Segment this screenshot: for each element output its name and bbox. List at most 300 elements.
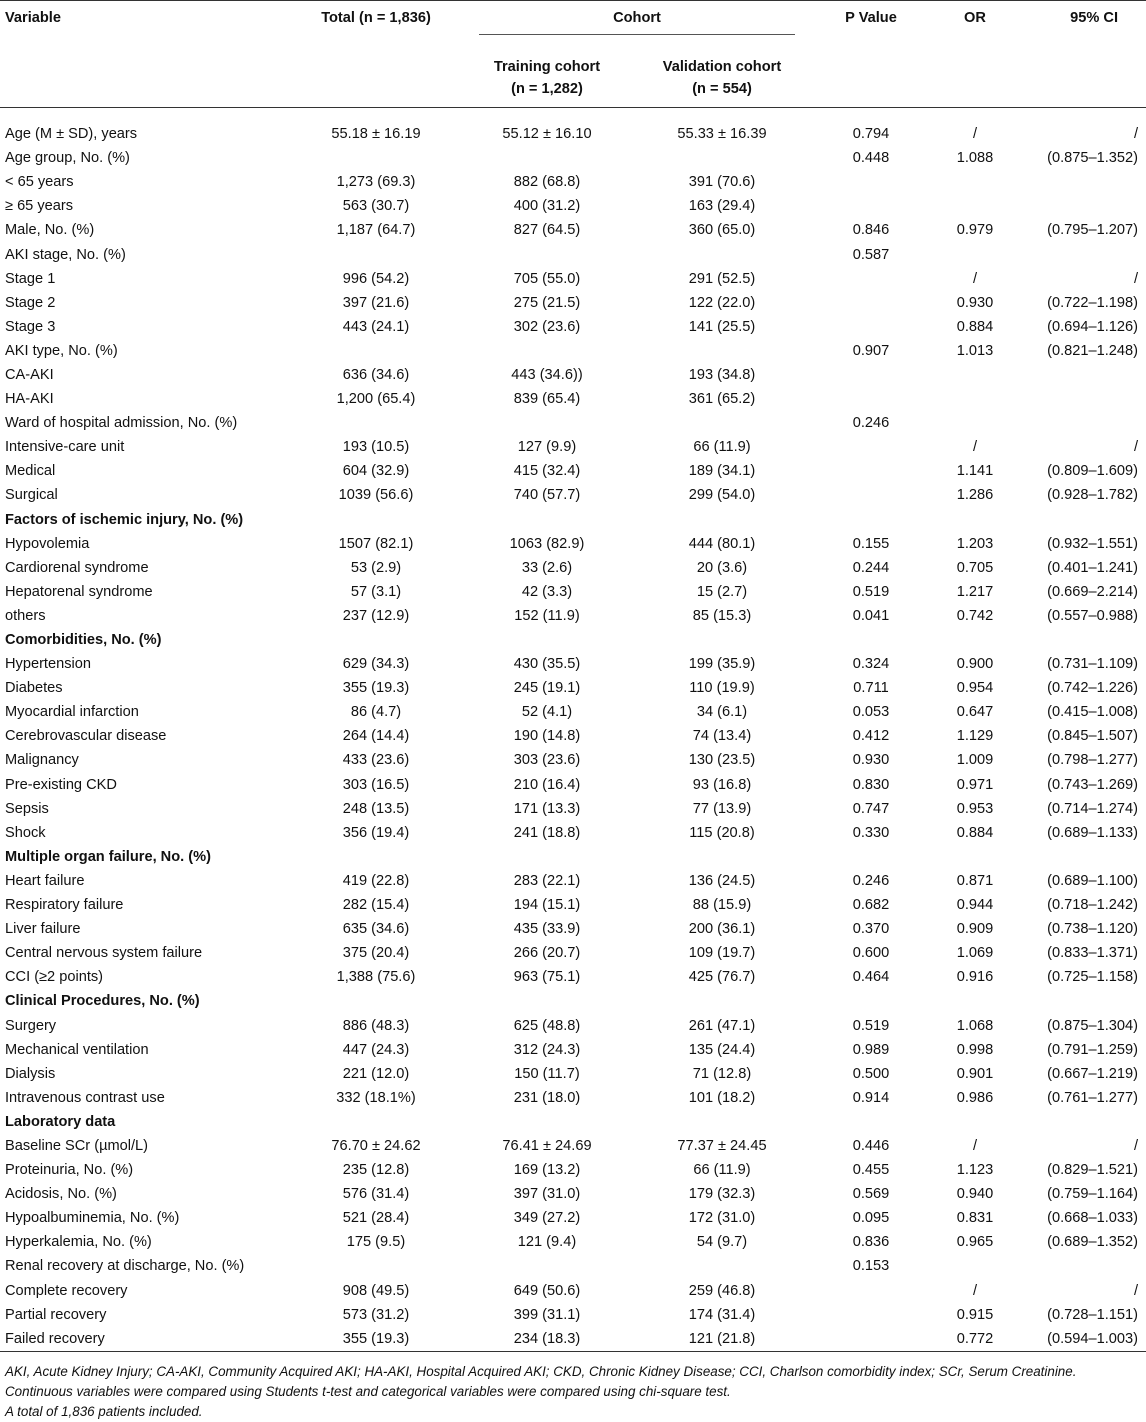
table-row [0,941,1146,965]
cell-p-value [812,291,930,315]
table-row [0,580,1146,604]
cell-validation: 109 (19.7) [688,945,756,962]
cell-validation: 20 (3.6) [696,559,748,576]
cell-p-value [812,387,930,411]
table-row [0,556,1146,580]
table-row [0,194,1146,218]
cell-ci: (0.759–1.164) [1047,1186,1138,1203]
cell-total: 1,388 (75.6) [336,969,416,986]
cell-training: 443 (34.6)) [511,366,583,383]
cell-total [290,628,462,652]
cell-total: 355 (19.3) [342,1330,410,1347]
cell-variable: Hypertension [5,656,91,673]
cell-training: 76.41 ± 24.69 [502,1137,592,1154]
cell-training: 127 (9.9) [517,439,577,456]
cell-ci: / [1133,126,1138,143]
cell-training: 52 (4.1) [521,704,573,721]
table-header [0,1,1146,108]
cell-total: 375 (20.4) [342,945,410,962]
cell-ci [1020,1110,1146,1134]
cell-training: 150 (11.7) [514,1065,580,1082]
cell-or: 1.141 [956,463,994,480]
cell-or: 0.930 [956,294,994,311]
cell-ci: (0.829–1.521) [1047,1162,1138,1179]
cell-total: 1,273 (69.3) [336,174,416,191]
cell-or [930,363,1020,387]
cell-or [930,194,1020,218]
cell-ci: (0.833–1.371) [1047,945,1138,962]
cell-p-value: 0.246 [852,872,890,889]
cell-p-value: 0.587 [852,246,890,263]
cell-validation: 361 (65.2) [688,391,756,408]
cell-ci [1020,194,1146,218]
cell-variable: Cardiorenal syndrome [5,559,149,576]
header-p-value: P Value [845,10,897,26]
cell-validation: 261 (47.1) [688,1017,756,1034]
cell-p-value: 0.246 [852,415,890,432]
cell-validation: 172 (31.0) [688,1210,756,1227]
header-validation [632,47,812,108]
cell-or: / [972,126,978,143]
cell-variable: Acidosis, No. (%) [5,1186,117,1203]
cell-or [930,1110,1020,1134]
cell-or: 0.871 [956,872,994,889]
cell-training: 435 (33.9) [513,921,581,938]
cell-training: 349 (27.2) [513,1210,581,1227]
cell-variable: Malignancy [5,752,79,769]
cell-variable: Hepatorenal syndrome [5,583,153,600]
cell-validation [632,411,812,435]
cell-total [290,1254,462,1278]
table-row [0,1303,1146,1327]
cell-total: 629 (34.3) [342,656,410,673]
cell-or: 0.900 [956,656,994,673]
cell-p-value: 0.836 [852,1234,890,1251]
section-header-row [0,989,1146,1013]
table-row [0,435,1146,459]
cell-ci [1020,845,1146,869]
cell-p-value [812,628,930,652]
cell-total: 1,200 (65.4) [336,391,416,408]
cell-training: 241 (18.8) [513,824,581,841]
cell-validation: 130 (23.5) [688,752,756,769]
cell-training: 283 (22.1) [513,872,581,889]
cell-or: 0.916 [956,969,994,986]
cell-ci: (0.761–1.277) [1047,1089,1138,1106]
cell-p-value: 0.914 [852,1089,890,1106]
cell-validation: 136 (24.5) [688,872,756,889]
cell-or: 0.915 [956,1306,994,1323]
cell-p-value: 0.794 [852,126,890,143]
header-training-line1: Training cohort [493,59,601,75]
cell-variable: Renal recovery at discharge, No. (%) [5,1258,245,1275]
table-row [0,218,1146,242]
cell-total [290,508,462,532]
cell-total: 355 (19.3) [342,680,410,697]
cell-p-value: 0.519 [852,1017,890,1034]
cell-training: 275 (21.5) [513,294,581,311]
cell-variable: Diabetes [5,680,63,697]
table-row [0,532,1146,556]
cell-or: 1.068 [956,1017,994,1034]
cell-or: 0.909 [956,921,994,938]
cell-total: 193 (10.5) [342,439,410,456]
cell-validation: 15 (2.7) [696,583,748,600]
cell-or: 0.940 [956,1186,994,1203]
cell-variable: AKI type, No. (%) [5,342,118,359]
cell-training [462,242,632,266]
cell-total [290,845,462,869]
cell-or [930,411,1020,435]
cell-validation: 66 (11.9) [693,439,751,456]
cell-variable: Clinical Procedures, No. (%) [5,993,200,1010]
cell-or: 1.123 [956,1162,994,1179]
cell-validation: 193 (34.8) [688,366,756,383]
cell-ci: (0.718–1.242) [1047,897,1138,914]
cell-p-value: 0.989 [852,1041,890,1058]
cell-validation [632,339,812,363]
cell-variable: Hyperkalemia, No. (%) [5,1234,152,1251]
cell-or [930,387,1020,411]
cell-training: 266 (20.7) [513,945,581,962]
cell-or [930,508,1020,532]
cell-or: 0.971 [956,776,994,793]
cell-or: 1.129 [956,728,994,745]
cell-ci: (0.722–1.198) [1047,294,1138,311]
cell-or: 0.705 [956,559,994,576]
cell-ci [1020,363,1146,387]
table-row [0,604,1146,628]
table-row [0,1134,1146,1158]
cell-training: 312 (24.3) [513,1041,581,1058]
cell-or: 0.884 [956,318,994,335]
cell-or: / [972,270,978,287]
cell-or: 0.772 [956,1330,994,1347]
cell-training: 245 (19.1) [513,680,581,697]
cell-p-value: 0.464 [852,969,890,986]
cell-total: 1,187 (64.7) [336,222,416,239]
cell-training: 649 (50.6) [513,1282,581,1299]
cell-variable: Hypoalbuminemia, No. (%) [5,1210,180,1227]
cell-validation: 110 (19.9) [689,680,755,697]
cell-p-value: 0.324 [852,656,890,673]
cell-variable: Myocardial infarction [5,704,139,721]
cell-total: 576 (31.4) [342,1186,410,1203]
cell-total [290,989,462,1013]
cell-training [462,146,632,170]
cell-variable: Dialysis [5,1065,56,1082]
cell-ci: (0.668–1.033) [1047,1210,1138,1227]
table-row [0,1327,1146,1352]
cell-total: 221 (12.0) [342,1065,410,1082]
cell-validation: 77 (13.9) [692,800,752,817]
cell-training: 415 (32.4) [513,463,581,480]
cell-total [290,242,462,266]
cell-total: 443 (24.1) [342,318,410,335]
cell-ci: (0.875–1.304) [1047,1017,1138,1034]
cell-ci: (0.415–1.008) [1047,704,1138,721]
cell-total: 57 (3.1) [350,583,402,600]
cell-or: 1.286 [956,487,994,504]
cell-or: 0.965 [956,1234,994,1251]
cell-p-value: 0.747 [852,800,890,817]
cell-variable: Stage 2 [5,294,56,311]
cell-total: 635 (34.6) [342,921,410,938]
table-row [0,917,1146,941]
cell-total: 521 (28.4) [342,1210,410,1227]
cell-training [462,411,632,435]
cell-variable: Sepsis [5,800,49,817]
cell-validation: 66 (11.9) [693,1162,751,1179]
cell-ci: (0.928–1.782) [1047,487,1138,504]
cell-validation [632,628,812,652]
table-row [0,821,1146,845]
cell-p-value: 0.244 [852,559,890,576]
cell-variable: Comorbidities, No. (%) [5,632,162,649]
cell-training [462,628,632,652]
cell-p-value [812,267,930,291]
cell-validation: 163 (29.4) [688,198,756,215]
cell-p-value [812,435,930,459]
header-cohort [462,1,812,48]
header-ci: 95% CI [1070,10,1118,26]
cell-total: 175 (9.5) [346,1234,406,1251]
cell-variable: Age (M ± SD), years [5,126,138,143]
cell-total: 563 (30.7) [342,198,410,215]
cell-ci [1020,989,1146,1013]
table-row [0,1206,1146,1230]
cell-ci [1020,411,1146,435]
cell-training: 397 (31.0) [513,1186,581,1203]
cell-training: 399 (31.1) [513,1306,581,1323]
cell-total: 248 (13.5) [342,800,410,817]
table-row [0,773,1146,797]
cell-variable: Complete recovery [5,1282,128,1299]
cell-validation [632,242,812,266]
cell-variable: Male, No. (%) [5,222,95,239]
cell-variable: Baseline SCr (µmol/L) [5,1137,149,1154]
table-row [0,170,1146,194]
cell-p-value: 0.569 [852,1186,890,1203]
cell-validation: 189 (34.1) [688,463,756,480]
cell-ci: (0.694–1.126) [1047,318,1138,335]
cell-validation: 54 (9.7) [696,1234,748,1251]
cell-ci: (0.689–1.133) [1047,824,1138,841]
table-row [0,1038,1146,1062]
cell-or [930,989,1020,1013]
cell-validation: 85 (15.3) [692,607,752,624]
cell-ci: (0.714–1.274) [1047,800,1138,817]
cell-ci: / [1133,439,1138,456]
cell-p-value: 0.448 [852,150,890,167]
cell-total: 573 (31.2) [342,1306,410,1323]
section-header-row [0,1110,1146,1134]
cell-variable: < 65 years [5,174,74,191]
cell-validation: 291 (52.5) [688,270,756,287]
table-row [0,267,1146,291]
cell-ci: (0.798–1.277) [1047,752,1138,769]
cell-training: 625 (48.8) [513,1017,581,1034]
table-row [0,339,1146,363]
cell-variable: Laboratory data [5,1113,116,1130]
cell-variable: Surgery [5,1017,57,1034]
cell-total [290,146,462,170]
cell-or: 0.901 [956,1065,994,1082]
cell-validation: 55.33 ± 16.39 [677,126,767,143]
cell-or: 0.831 [956,1210,994,1227]
cell-variable: Partial recovery [5,1306,107,1323]
cell-variable: others [5,607,46,624]
cell-ci: / [1133,270,1138,287]
cell-total: 55.18 ± 16.19 [331,126,421,143]
table-footnotes [0,1352,1146,1422]
cell-total: 1039 (56.6) [338,487,414,504]
cell-or: 0.884 [956,824,994,841]
cell-training [462,339,632,363]
cell-or: 0.998 [956,1041,994,1058]
cell-validation: 135 (24.4) [688,1041,756,1058]
cell-p-value [812,508,930,532]
table-row [0,1086,1146,1110]
cell-training [462,845,632,869]
cell-total: 76.70 ± 24.62 [331,1137,421,1154]
cell-validation: 141 (25.5) [688,318,756,335]
cell-or: 0.944 [956,897,994,914]
cell-variable: Liver failure [5,921,81,938]
cell-validation: 71 (12.8) [692,1065,752,1082]
cell-p-value: 0.041 [852,607,890,624]
cell-p-value: 0.053 [852,704,890,721]
cell-or [930,170,1020,194]
cell-training: 152 (11.9) [514,607,580,624]
cell-p-value [812,459,930,483]
cell-p-value: 0.155 [852,535,890,552]
cell-validation [632,508,812,532]
cell-validation: 101 (18.2) [688,1089,756,1106]
cell-validation: 122 (22.0) [688,294,756,311]
cell-p-value [812,1279,930,1303]
cell-validation [632,1110,812,1134]
table-row [0,1182,1146,1206]
cell-validation: 115 (20.8) [689,824,755,841]
cell-ci [1020,628,1146,652]
cell-validation [632,845,812,869]
cell-total: 86 (4.7) [350,704,402,721]
cell-ci: (0.821–1.248) [1047,342,1138,359]
cell-or: 0.979 [956,222,994,239]
cell-total: 447 (24.3) [342,1041,410,1058]
cell-variable: Proteinuria, No. (%) [5,1162,134,1179]
cell-ci [1020,508,1146,532]
cell-total: 636 (34.6) [342,366,410,383]
cell-variable: Shock [5,824,46,841]
footnote-methods: Continuous variables were compared using Students t-test and categorical variables were compared using chi-square test. [5,1383,731,1399]
cell-training: 827 (64.5) [513,222,581,239]
cell-p-value: 0.830 [852,776,890,793]
cell-training: 42 (3.3) [521,583,573,600]
cohort-rule [479,34,795,35]
cell-variable: Hypovolemia [5,535,90,552]
cell-or: / [972,439,978,456]
table-row [0,146,1146,170]
cell-variable: Mechanical ventilation [5,1041,149,1058]
table-row [0,483,1146,507]
cell-validation: 34 (6.1) [696,704,748,721]
cell-p-value: 0.455 [852,1162,890,1179]
cell-validation: 74 (13.4) [692,728,752,745]
cell-variable: HA-AKI [5,391,54,408]
cell-p-value [812,989,930,1013]
cell-training: 231 (18.0) [513,1089,581,1106]
cell-training [462,1254,632,1278]
cell-validation: 121 (21.8) [688,1330,756,1347]
cell-total [290,339,462,363]
cell-training: 705 (55.0) [513,270,581,287]
cell-total: 397 (21.6) [342,294,410,311]
cell-training: 1063 (82.9) [509,535,585,552]
cell-total: 419 (22.8) [342,872,410,889]
cell-validation: 93 (16.8) [692,776,752,793]
cell-training: 210 (16.4) [513,776,581,793]
cell-p-value: 0.095 [852,1210,890,1227]
cell-or: / [972,1137,978,1154]
cell-variable: Cerebrovascular disease [5,728,167,745]
cell-ci: (0.932–1.551) [1047,535,1138,552]
cell-validation: 200 (36.1) [688,921,756,938]
cell-variable: CA-AKI [5,366,54,383]
cell-ci: (0.742–1.226) [1047,680,1138,697]
header-variable: Variable [5,10,61,26]
cell-or [930,242,1020,266]
table-row [0,676,1146,700]
cell-validation: 425 (76.7) [688,969,756,986]
cell-variable: CCI (≥2 points) [5,969,104,986]
table-row [0,797,1146,821]
cell-ci: / [1133,1137,1138,1154]
cell-p-value: 0.500 [852,1065,890,1082]
cell-validation: 299 (54.0) [688,487,756,504]
cell-training: 882 (68.8) [513,174,581,191]
cell-total: 53 (2.9) [350,559,402,576]
table-row [0,652,1146,676]
cell-validation: 174 (31.4) [688,1306,756,1323]
cell-p-value: 0.711 [853,680,889,697]
cell-ci: (0.401–1.241) [1047,559,1138,576]
cell-p-value [812,1303,930,1327]
cell-training: 190 (14.8) [513,728,581,745]
cell-p-value [812,363,930,387]
cell-training: 400 (31.2) [513,198,581,215]
cell-validation: 88 (15.9) [692,897,752,914]
section-header-row [0,628,1146,652]
header-validation-line1: Validation cohort [662,59,782,75]
table-row [0,724,1146,748]
cell-ci: (0.669–2.214) [1047,583,1138,600]
table-row [0,965,1146,989]
cell-or: / [972,1282,978,1299]
cell-or: 1.217 [956,583,994,600]
table-row [0,1062,1146,1086]
footnote-abbreviations: AKI, Acute Kidney Injury; CA-AKI, Community Acquired AKI; HA-AKI, Hospital Acquired AKI; CKD, Chronic Kidney Disease; CCI, Charlson comorbidity index; SCr, Serum Creatinine. [5,1363,1077,1379]
cell-training: 839 (65.4) [513,391,581,408]
table-row [0,387,1146,411]
cell-variable: Failed recovery [5,1330,105,1347]
cell-total: 356 (19.4) [342,824,410,841]
cell-validation [632,146,812,170]
cell-total: 908 (49.5) [342,1282,410,1299]
section-header-row [0,508,1146,532]
cell-validation: 199 (35.9) [688,656,756,673]
